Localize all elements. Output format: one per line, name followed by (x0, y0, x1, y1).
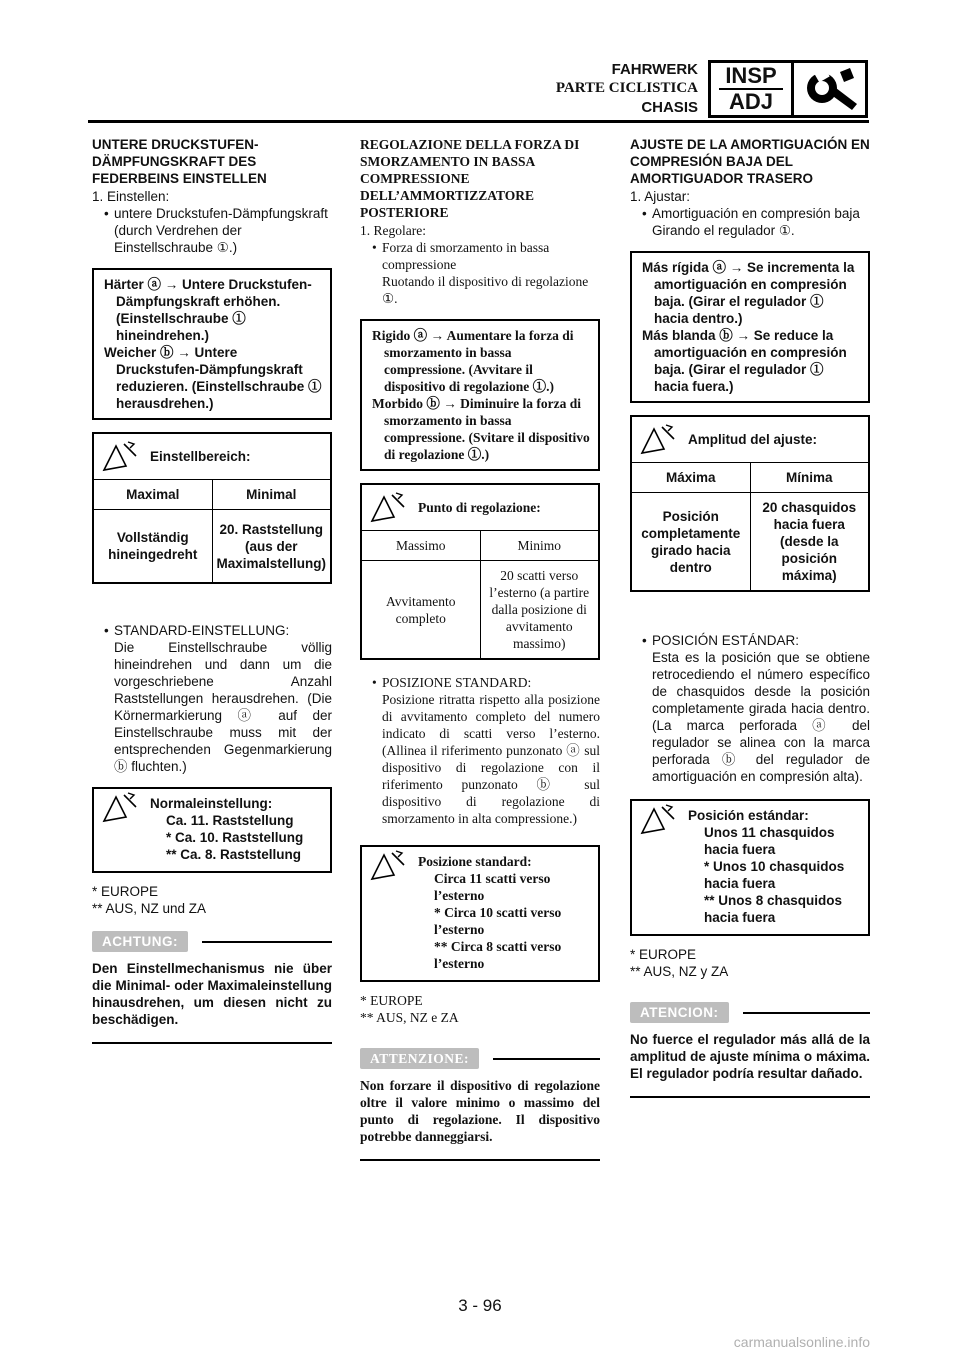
title-de: UNTERE DRUCKSTUFEN-DÄMPFUNGSKRAFT DES FEDERBEINS EINSTELLEN (92, 137, 267, 186)
title-es: AJUSTE DE LA AMORTIGUACIÓN EN COMPRESIÓN BAJA DEL AMORTIGUADOR TRASERO (630, 137, 870, 186)
warn-text-es: No fuerce el regulador más allá de la amplitud de ajuste mínima o máxima. El regulador podría resultar dañado. (630, 1032, 870, 1081)
spec-col-max-es: Máxima (665, 470, 716, 485)
title-it: REGOLAZIONE DELLA FORZA DI SMORZAMENTO IN BASSA COMPRESSIONE DELL’AMMORTIZZATORE POSTERIORE (360, 137, 580, 220)
step-es: 1. Ajustar: (630, 189, 691, 204)
note-1-de: Ca. 11. Raststellung (166, 813, 294, 828)
step-de: 1. Einstellen: (92, 189, 170, 204)
spec-val-min-it: 20 scatti verso l’esterno (a partire dalla posizione di avvitamento massimo) (480, 561, 599, 658)
foot-1-es: * EUROPE (630, 947, 697, 962)
note-title-de: Normaleinstellung: (150, 796, 273, 811)
header-de: FAHRWERK (611, 61, 698, 78)
adjust-box-it (360, 319, 600, 471)
bullet-sub-de: (durch Verdrehen der Einstellschraube ①.) (114, 223, 242, 255)
spec-pen-icon (632, 417, 684, 462)
column-de (92, 136, 332, 1044)
header-es: CHASIS (641, 99, 698, 116)
adjust-softer-es: Más blanda ⓑ → Se reduce la amortiguación en compresión baja. (Girar el regulador ① hacia fuera.) (642, 328, 847, 394)
warn-label-de: ACHTUNG: (92, 931, 188, 952)
warn-text-it: Non forzare il dispositivo di regolazione oltre il valore minimo o massimo del punto di regolazione. Il dispositivo potrebbe danneggiarsi. (360, 1078, 600, 1144)
bullet-es: • Amortiguación en compresión baja (652, 205, 870, 222)
note-2-it: * Circa 10 scatti verso l’esterno (434, 905, 562, 937)
foot-2-de: ** AUS, NZ und ZA (92, 901, 207, 916)
wrench-icon (794, 63, 865, 115)
spec-pen-icon (94, 434, 146, 479)
spec-title-es: Amplitud del ajuste: (688, 432, 818, 447)
adjust-box-es (630, 251, 870, 403)
std-note-es (630, 799, 870, 936)
spec-col-min-es: Mínima (750, 463, 869, 492)
spec-table-it (360, 483, 600, 660)
note-1-es: Unos 11 chasquidos hacia fuera (704, 825, 835, 857)
spec-val-min-es: 20 chasquidos hacia fuera (desde la posición máxima) (750, 493, 869, 590)
spec-val-max-de: Vollständig hineingedreht (108, 530, 198, 562)
bullet-sub-es: Girando el regulador ①. (652, 223, 795, 238)
std-text-it: Posizione ritratta rispetto alla posizione di avvitamento completo del numero indicato di scatti verso l’esterno. (Allinea il riferimento punzonato ⓐ sul dispositivo di regolazione con il riferimento punzonato ⓑ sul dispositivo di regolazione di smorzamento in alta compressione.) (382, 692, 600, 826)
std-head-de: • STANDARD-EINSTELLUNG: (114, 622, 332, 639)
spec-col-max-it: Massimo (395, 538, 446, 553)
insp-adj-logo (708, 60, 868, 118)
std-note-it (360, 845, 600, 982)
foot-2-es: ** AUS, NZ y ZA (630, 964, 729, 979)
spec-title-de: Einstellbereich: (150, 449, 251, 464)
spec-table-es (630, 415, 870, 592)
warn-label-it: ATTENZIONE: (360, 1048, 479, 1069)
spec-val-max-es: Posición completamente girado hacia dentro (641, 508, 741, 575)
adjust-harder-es: Más rígida ⓐ → Se incrementa la amortiguación en compresión baja. (Girar el regulador ① hacia dentro.) (642, 260, 855, 326)
adjust-harder-de: Härter ⓐ → Untere Druckstufen-Dämpfungskraft erhöhen. (Einstellschraube ① hineindrehen.) (104, 277, 312, 343)
note-2-de: * Ca. 10. Raststellung (166, 830, 304, 845)
spec-val-max-it: Avvitamento completo (386, 593, 456, 626)
std-head-it: • POSIZIONE STANDARD: (382, 674, 600, 691)
logo-insp: INSP (725, 63, 777, 88)
warn-text-de: Den Einstellmechanismus nie über die Minimal- oder Maximaleinstellung hinausdrehen, um diesen nicht zu beschädigen. (92, 961, 332, 1027)
header-it: PARTE CICLISTICA (555, 80, 698, 96)
step-it: 1. Regolare: (360, 223, 426, 238)
spec-col-min-it: Minimo (480, 531, 599, 560)
std-text-es: Esta es la posición que se obtiene retrocediendo el número específico de chasquidos desde la posición completamente girada hacia dentro. (La marca perforada ⓐ del regulador se alinea con la marca perforada ⓑ del regulador de amortiguación en compresión alta). (652, 650, 870, 784)
spec-col-min-de: Minimal (212, 480, 331, 509)
note-title-it: Posizione standard: (418, 854, 532, 869)
note-pen-icon (632, 801, 684, 934)
adjust-box-de (92, 268, 332, 420)
note-1-it: Circa 11 scatti verso l’esterno (434, 871, 551, 903)
note-3-de: ** Ca. 8. Raststellung (166, 847, 302, 862)
section-header (556, 60, 698, 117)
spec-col-max-de: Maximal (126, 487, 180, 502)
watermark[interactable]: carmanualsonline.info (733, 1334, 870, 1350)
spec-val-min-de: 20. Raststellung (aus der Maximalstellung) (212, 510, 331, 582)
note-3-es: ** Unos 8 chasquidos hacia fuera (704, 893, 843, 925)
header-rule (88, 120, 869, 123)
std-text-de: Die Einstellschraube völlig hineindrehen und dann um die vorgeschriebene Anzahl Raststellungen herausdrehen. (Die Körnermarkierung ⓐ auf der Einstellschraube muss mit der entsprechenden Gegenmarkierung ⓑ fluchten.) (114, 640, 332, 774)
bullet-de: • untere Druckstufen-Dämpfungskraft (114, 205, 332, 222)
foot-1-it: * EUROPE (360, 993, 423, 1008)
bullet-sub-it: Ruotando il dispositivo di regolazione ①. (382, 274, 589, 306)
note-pen-icon (94, 789, 146, 871)
note-2-es: * Unos 10 chasquidos hacia fuera (704, 859, 845, 891)
column-it (360, 136, 600, 1161)
std-note-de (92, 787, 332, 873)
foot-2-it: ** AUS, NZ e ZA (360, 1010, 459, 1025)
adjust-softer-de: Weicher ⓑ → Untere Druckstufen-Dämpfungskraft reduzieren. (Einstellschraube ① herausdrehen.) (104, 345, 322, 411)
page-number: 3 - 96 (458, 1296, 502, 1315)
adjust-softer-it: Morbido ⓑ → Diminuire la forza di smorzamento in bassa compressione. (Svitare il dispositivo di regolazione ①.) (372, 396, 590, 462)
spec-title-it: Punto di regolazione: (418, 500, 541, 515)
logo-adj: ADJ (728, 89, 773, 114)
column-es (630, 136, 870, 1098)
bullet-it: • Forza di smorzamento in bassa compressione (382, 239, 600, 273)
adjust-harder-it: Rigido ⓐ → Aumentare la forza di smorzamento in bassa compressione. (Avvitare il dispositivo di regolazione ①.) (372, 328, 574, 394)
note-3-it: ** Circa 8 scatti verso l’esterno (434, 939, 562, 971)
spec-table-de (92, 432, 332, 584)
note-pen-icon (362, 847, 414, 980)
foot-1-de: * EUROPE (92, 884, 159, 899)
std-head-es: • POSICIÓN ESTÁNDAR: (652, 632, 870, 649)
note-title-es: Posición estándar: (688, 808, 809, 823)
warn-label-es: ATENCION: (630, 1002, 729, 1023)
spec-pen-icon (362, 485, 414, 530)
